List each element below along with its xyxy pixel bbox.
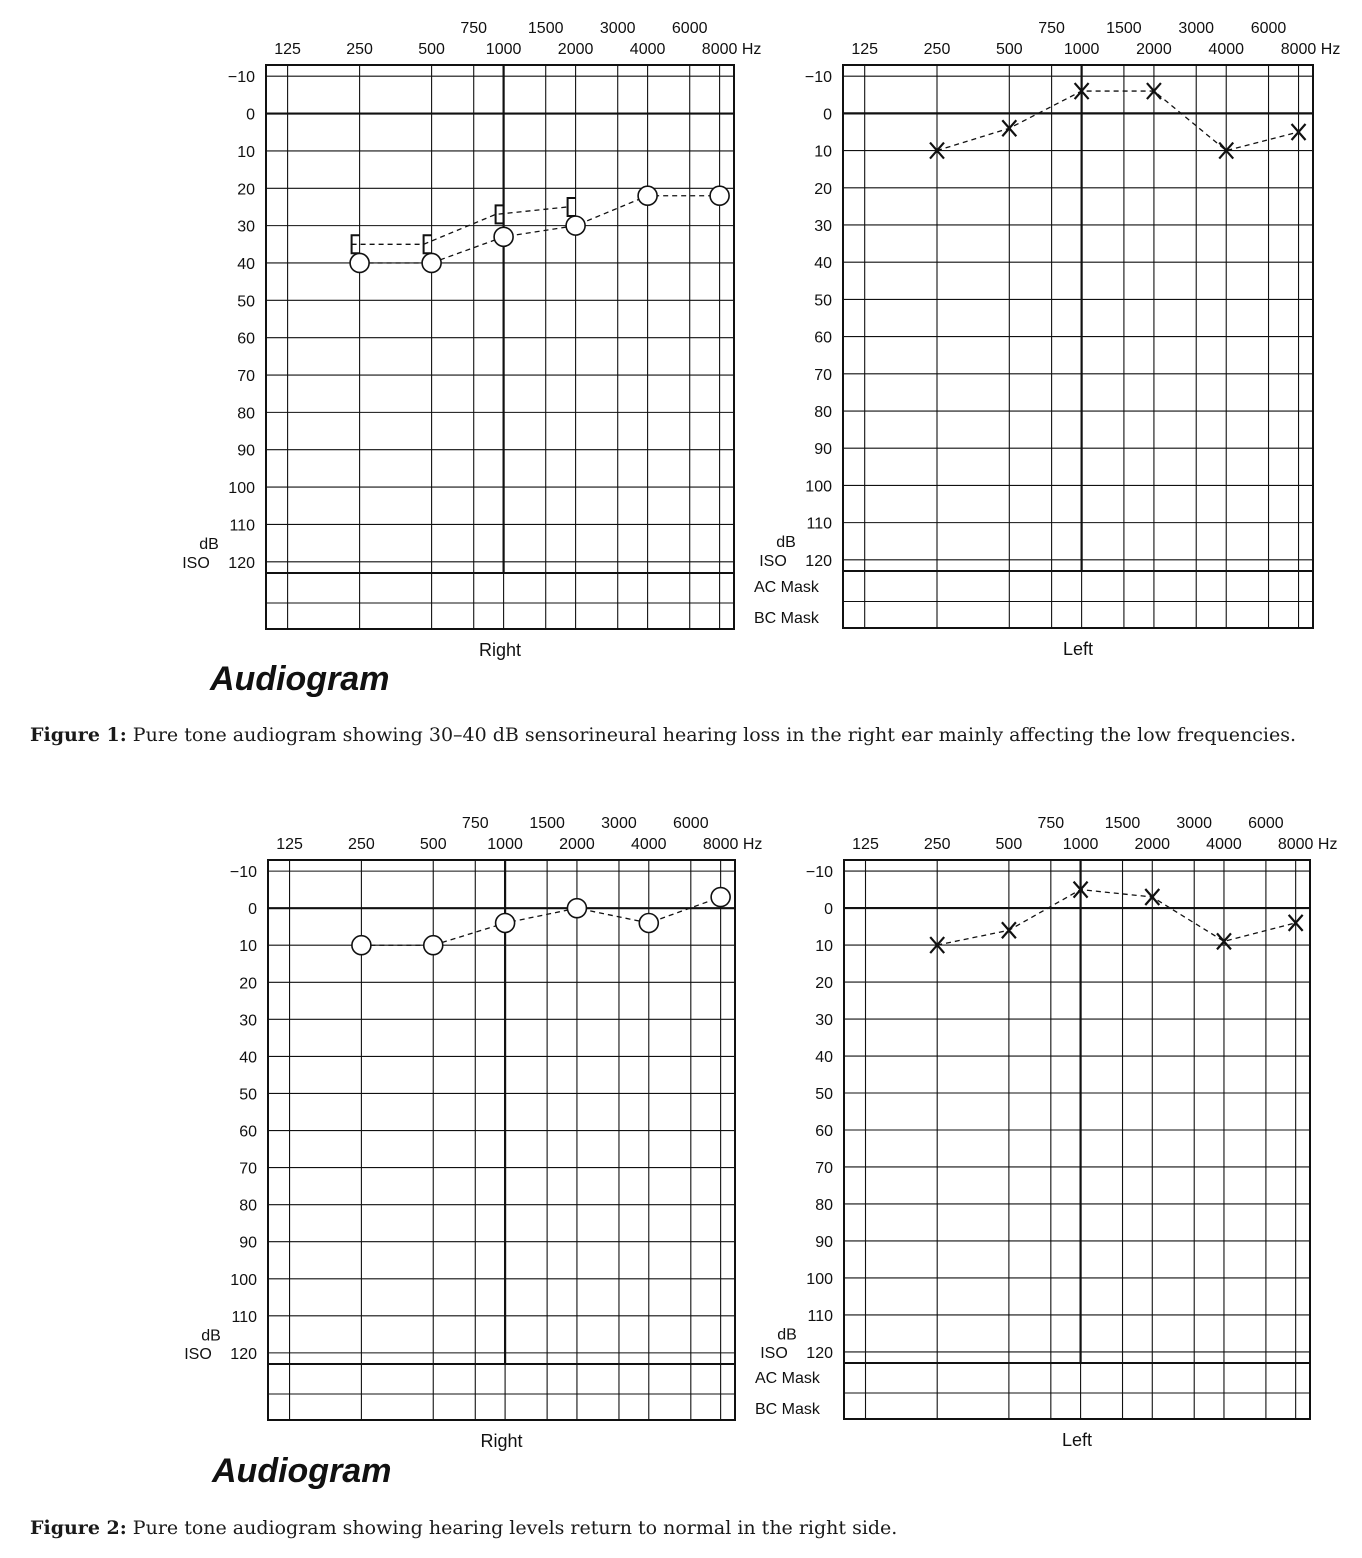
data-point-circle bbox=[350, 253, 369, 272]
y-tick-label-2: 10 bbox=[815, 938, 833, 956]
x-tick-top-label-1: 1500 bbox=[527, 20, 564, 37]
x-tick-label-0: 125 bbox=[276, 836, 303, 853]
y-tick-label-13: 120 bbox=[805, 552, 832, 570]
x-tick-label-2: 500 bbox=[419, 836, 447, 853]
x-tick-label-6: 8000 Hz bbox=[1280, 41, 1341, 58]
y-axis-label-db: dB bbox=[201, 1327, 221, 1345]
data-point-circle bbox=[424, 936, 443, 955]
x-tick-label-3: 1000 bbox=[485, 41, 522, 58]
ac-mask-label: AC Mask bbox=[755, 1370, 820, 1387]
figure-1-caption-label: Figure 1: bbox=[30, 724, 127, 746]
x-tick-label-1: 250 bbox=[923, 41, 951, 58]
y-tick-label-1: 0 bbox=[246, 106, 255, 124]
y-tick-label-7: 60 bbox=[239, 1123, 257, 1141]
y-tick-label-7: 60 bbox=[814, 329, 832, 347]
data-point-circle bbox=[567, 899, 586, 918]
ac-mask-label: AC Mask bbox=[754, 579, 819, 596]
y-tick-label-4: 30 bbox=[237, 218, 255, 236]
x-tick-label-5: 4000 bbox=[1206, 836, 1242, 853]
y-tick-label-11: 100 bbox=[230, 1271, 257, 1289]
x-tick-top-label-3: 6000 bbox=[1248, 815, 1284, 832]
y-tick-label-4: 30 bbox=[814, 217, 832, 235]
series-line-circle bbox=[361, 897, 720, 945]
ear-label: Right bbox=[478, 640, 522, 660]
bc-mask-label: BC Mask bbox=[755, 1401, 820, 1418]
x-tick-label-3: 1000 bbox=[1062, 836, 1099, 853]
y-tick-label-5: 40 bbox=[237, 255, 255, 273]
x-tick-top-label-0: 750 bbox=[460, 20, 488, 37]
figure-2-caption-label: Figure 2: bbox=[30, 1517, 127, 1539]
x-tick-label-1: 250 bbox=[923, 836, 951, 853]
y-tick-label-0: −10 bbox=[805, 864, 833, 882]
y-axis-label-iso: ISO bbox=[759, 552, 787, 570]
y-tick-label-5: 40 bbox=[239, 1049, 257, 1067]
x-tick-top-label-0: 750 bbox=[1038, 20, 1065, 37]
y-tick-label-5: 40 bbox=[815, 1049, 833, 1067]
y-tick-label-8: 70 bbox=[814, 366, 832, 384]
x-tick-top-label-2: 3000 bbox=[601, 815, 637, 832]
x-tick-label-6: 8000 Hz bbox=[701, 41, 762, 58]
x-tick-top-label-3: 6000 bbox=[671, 20, 708, 37]
x-tick-top-label-2: 3000 bbox=[599, 20, 636, 37]
y-tick-label-7: 60 bbox=[237, 330, 255, 348]
series-line-x bbox=[937, 890, 1295, 945]
y-tick-label-3: 20 bbox=[237, 181, 255, 199]
y-axis-label-iso: ISO bbox=[184, 1345, 212, 1363]
ear-label: Left bbox=[1061, 1430, 1093, 1450]
x-tick-label-2: 500 bbox=[995, 836, 1023, 853]
series-line-circle bbox=[360, 196, 720, 263]
y-tick-label-6: 50 bbox=[815, 1086, 833, 1104]
x-tick-label-5: 4000 bbox=[630, 836, 667, 853]
x-tick-label-3: 1000 bbox=[487, 836, 523, 853]
y-tick-label-3: 20 bbox=[815, 975, 833, 993]
y-tick-label-0: −10 bbox=[229, 864, 257, 882]
y-tick-label-9: 80 bbox=[814, 404, 832, 422]
y-tick-label-6: 50 bbox=[239, 1086, 257, 1104]
y-tick-label-12: 110 bbox=[231, 1308, 257, 1326]
y-axis-label-db: dB bbox=[199, 536, 219, 554]
y-tick-label-12: 110 bbox=[806, 515, 832, 533]
audiogram-title: Audiogram bbox=[212, 1452, 392, 1490]
figure-2-caption-text: Pure tone audiogram showing hearing levels return to normal in the right side. bbox=[126, 1517, 898, 1539]
y-axis-label-iso: ISO bbox=[182, 554, 210, 572]
y-tick-label-13: 120 bbox=[230, 1345, 257, 1363]
y-tick-label-8: 70 bbox=[239, 1160, 257, 1178]
y-tick-label-11: 100 bbox=[228, 480, 255, 498]
bc-mask-label: BC Mask bbox=[754, 610, 819, 627]
x-tick-label-5: 4000 bbox=[629, 41, 666, 58]
x-tick-top-label-3: 6000 bbox=[1250, 20, 1287, 37]
x-tick-top-label-1: 1500 bbox=[1106, 20, 1142, 37]
y-tick-label-9: 80 bbox=[239, 1197, 257, 1215]
x-tick-label-2: 500 bbox=[418, 41, 445, 58]
x-tick-label-0: 125 bbox=[274, 41, 301, 58]
y-tick-label-8: 70 bbox=[237, 368, 255, 386]
y-tick-label-9: 80 bbox=[237, 405, 255, 423]
y-tick-label-10: 90 bbox=[237, 442, 255, 460]
y-tick-label-6: 50 bbox=[237, 293, 255, 311]
x-tick-label-0: 125 bbox=[851, 41, 879, 58]
y-tick-label-3: 20 bbox=[239, 975, 257, 993]
x-tick-label-4: 2000 bbox=[1136, 41, 1172, 58]
data-point-circle bbox=[711, 888, 730, 907]
data-point-circle bbox=[639, 914, 658, 933]
x-tick-label-4: 2000 bbox=[559, 836, 595, 853]
data-point-circle bbox=[352, 936, 371, 955]
y-tick-label-5: 40 bbox=[814, 255, 832, 273]
y-tick-label-6: 50 bbox=[814, 292, 832, 310]
x-tick-top-label-1: 1500 bbox=[1104, 815, 1141, 832]
y-tick-label-13: 120 bbox=[806, 1344, 833, 1362]
y-axis-label-db: dB bbox=[777, 1326, 797, 1344]
y-tick-label-1: 0 bbox=[248, 901, 257, 919]
x-tick-top-label-3: 6000 bbox=[673, 815, 709, 832]
x-tick-label-3: 1000 bbox=[1063, 41, 1100, 58]
y-tick-label-10: 90 bbox=[815, 1233, 833, 1251]
y-axis-label-iso: ISO bbox=[760, 1344, 788, 1362]
panel-frame bbox=[843, 65, 1313, 628]
panel-frame bbox=[268, 860, 735, 1420]
figure-1-caption bbox=[30, 724, 1296, 746]
x-tick-label-6: 8000 Hz bbox=[702, 836, 763, 853]
y-tick-label-11: 100 bbox=[806, 1270, 833, 1288]
y-tick-label-0: −10 bbox=[804, 69, 832, 87]
x-tick-label-4: 2000 bbox=[557, 41, 594, 58]
panel-frame bbox=[266, 65, 734, 629]
figure-2-caption bbox=[30, 1517, 897, 1539]
y-tick-label-2: 10 bbox=[814, 143, 832, 161]
data-point-circle bbox=[496, 914, 515, 933]
x-tick-label-0: 125 bbox=[852, 836, 879, 853]
y-tick-label-10: 90 bbox=[239, 1234, 257, 1252]
audiogram-panel-right-fig1 bbox=[182, 20, 820, 698]
x-tick-label-2: 500 bbox=[995, 41, 1023, 58]
y-tick-label-10: 90 bbox=[814, 441, 832, 459]
y-tick-label-4: 30 bbox=[815, 1012, 833, 1030]
y-tick-label-2: 10 bbox=[239, 938, 257, 956]
audiogram-title: Audiogram bbox=[210, 660, 390, 698]
data-point-circle bbox=[422, 253, 441, 272]
x-tick-label-6: 8000 Hz bbox=[1277, 836, 1338, 853]
x-tick-label-1: 250 bbox=[346, 41, 373, 58]
y-tick-label-4: 30 bbox=[239, 1012, 257, 1030]
y-tick-label-2: 10 bbox=[237, 143, 255, 161]
y-tick-label-7: 60 bbox=[815, 1122, 833, 1140]
data-point-circle bbox=[494, 227, 513, 246]
y-tick-label-8: 70 bbox=[815, 1159, 833, 1177]
x-tick-label-4: 2000 bbox=[1134, 836, 1171, 853]
ear-label: Right bbox=[480, 1431, 523, 1451]
y-axis-label-db: dB bbox=[776, 534, 796, 552]
y-tick-label-9: 80 bbox=[815, 1196, 833, 1214]
data-point-circle bbox=[566, 216, 585, 235]
y-tick-label-3: 20 bbox=[814, 180, 832, 198]
y-tick-label-1: 0 bbox=[824, 901, 833, 919]
x-tick-label-5: 4000 bbox=[1208, 41, 1245, 58]
y-tick-label-0: −10 bbox=[227, 69, 255, 87]
data-point-circle bbox=[638, 186, 657, 205]
x-tick-top-label-0: 750 bbox=[1037, 815, 1065, 832]
y-tick-label-12: 110 bbox=[229, 517, 255, 535]
y-tick-label-13: 120 bbox=[228, 554, 255, 572]
series-line-x bbox=[937, 91, 1299, 151]
x-tick-top-label-2: 3000 bbox=[1178, 20, 1215, 37]
figure-1-caption-text: Pure tone audiogram showing 30–40 dB sensorineural hearing loss in the right ear mainly affecting the low frequencies. bbox=[126, 724, 1296, 746]
x-tick-top-label-1: 1500 bbox=[529, 815, 565, 832]
data-point-circle bbox=[710, 186, 729, 205]
audiogram-panel-left-fig1 bbox=[759, 20, 1340, 659]
x-tick-top-label-2: 3000 bbox=[1176, 815, 1213, 832]
audiogram-panel-right-fig2 bbox=[184, 815, 821, 1490]
y-tick-label-1: 0 bbox=[823, 106, 832, 124]
y-tick-label-11: 100 bbox=[805, 478, 832, 496]
data-point-bracket bbox=[568, 198, 576, 216]
x-tick-label-1: 250 bbox=[348, 836, 375, 853]
ear-label: Left bbox=[1062, 639, 1094, 659]
panel-frame bbox=[844, 860, 1310, 1419]
y-tick-label-12: 110 bbox=[807, 1307, 833, 1325]
x-tick-top-label-0: 750 bbox=[461, 815, 489, 832]
audiogram-panel-left-fig2 bbox=[760, 815, 1337, 1450]
